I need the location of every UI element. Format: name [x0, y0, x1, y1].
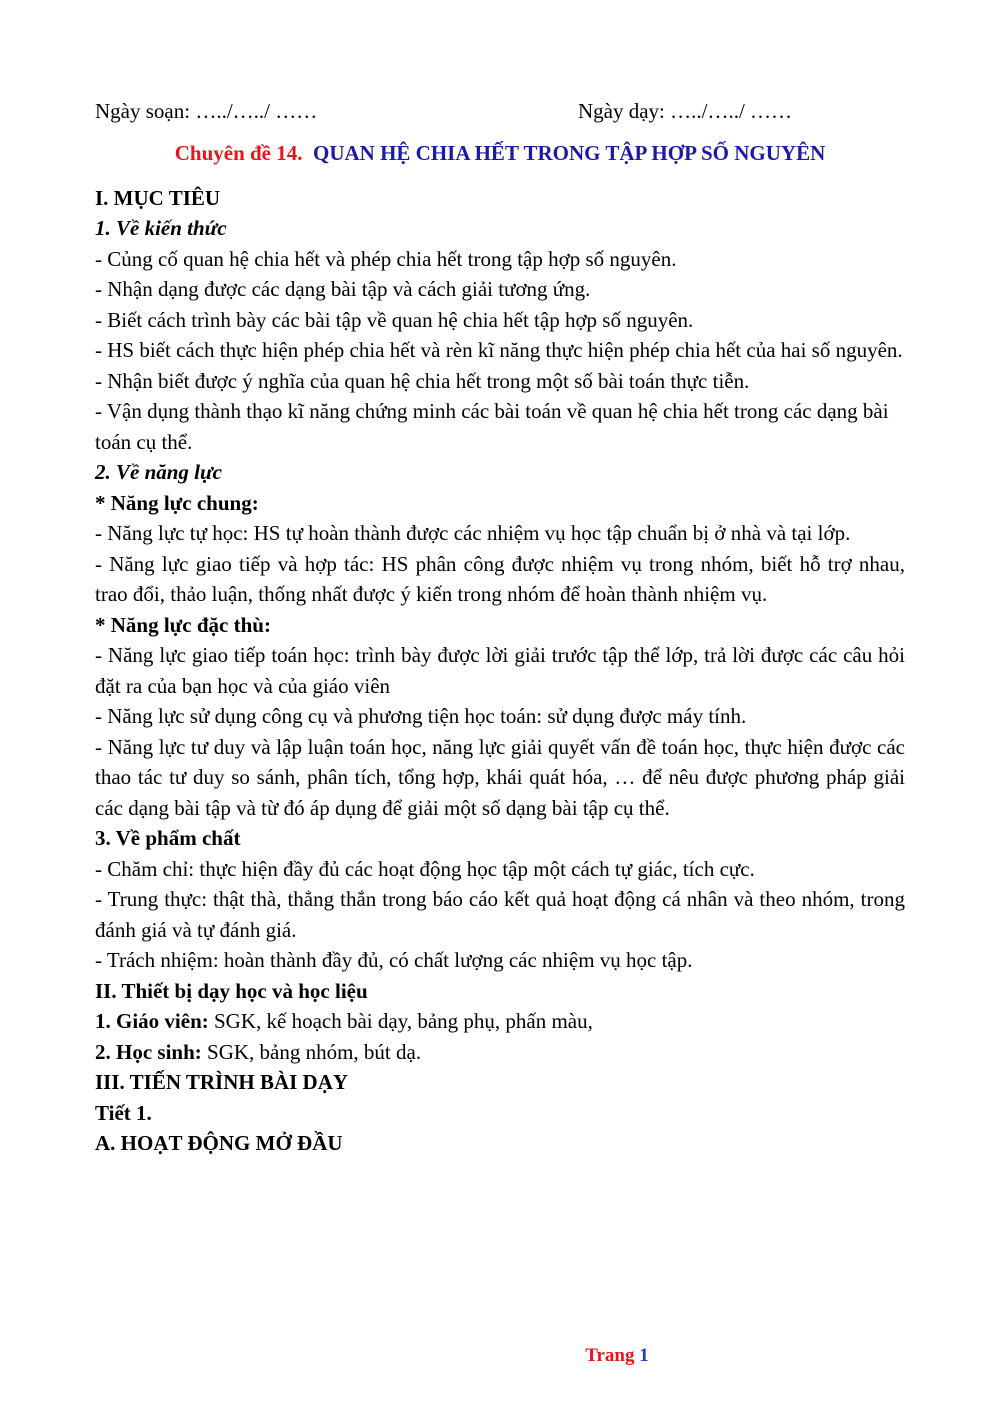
specific-competence-item: - Năng lực giao tiếp toán học: trình bày được lời giải trước tập thể lớp, trả lời được các câu hỏi đặt ra của bạn học và của giáo viên	[95, 643, 905, 698]
knowledge-item: - Vận dụng thành thạo kĩ năng chứng minh các bài toán về quan hệ chia hết trong các dạng bài toán cụ thể.	[95, 399, 889, 454]
quality-item: - Trung thực: thật thà, thẳng thắn trong báo cáo kết quả hoạt động cá nhân và theo nhóm, trong đánh giá và tự đánh giá.	[95, 887, 905, 942]
date-prepare: Ngày soạn: …../…../ ……	[95, 99, 318, 123]
section-heading-objectives: I. MỤC TIÊU	[95, 185, 221, 210]
date-teach: Ngày dạy: …../…../ ……	[578, 99, 793, 123]
teacher-label: 1. Giáo viên:	[95, 1009, 209, 1033]
student-text: SGK, bảng nhóm, bút dạ.	[201, 1039, 422, 1064]
page-number: 1	[639, 1345, 649, 1366]
quality-item: - Chăm chỉ: thực hiện đầy đủ các hoạt động học tập một cách tự giác, tích cực.	[95, 856, 755, 881]
quality-item: - Trách nhiệm: hoàn thành đầy đủ, có chất lượng các nhiệm vụ học tập.	[95, 948, 693, 972]
general-competence-heading: * Năng lực chung:	[95, 490, 259, 515]
page-label: Trang	[585, 1345, 635, 1366]
teacher-text: SGK, kế hoạch bài dạy, bảng phụ, phấn màu,	[208, 1009, 593, 1033]
general-competence-item: - Năng lực tự học: HS tự hoàn thành được các nhiệm vụ học tập chuẩn bị ở nhà và tại lớp.	[95, 521, 851, 545]
general-competence-item: - Năng lực giao tiếp và hợp tác: HS phân công được nhiệm vụ trong nhóm, biết hỗ trợ nhau, trao đổi, thảo luận, thống nhất được ý kiến trong nhóm để hoàn thành nhiệm vụ.	[95, 551, 905, 606]
title-prefix: Chuyên đề 14.	[174, 141, 303, 165]
document-title	[95, 138, 905, 169]
activity-heading: A. HOẠT ĐỘNG MỞ ĐẦU	[95, 1131, 343, 1155]
student-label: 2. Học sinh:	[95, 1039, 202, 1064]
knowledge-item: - Nhận biết được ý nghĩa của quan hệ chia hết trong một số bài toán thực tiễn.	[95, 368, 750, 393]
knowledge-item: - Củng cố quan hệ chia hết và phép chia hết trong tập hợp số nguyên.	[95, 246, 677, 271]
specific-competence-item: - Năng lực sử dụng công cụ và phương tiện học toán: sử dụng được máy tính.	[95, 704, 747, 728]
document-content	[95, 96, 905, 1159]
date-line	[95, 96, 905, 128]
knowledge-item: - HS biết cách thực hiện phép chia hết và rèn kĩ năng thực hiện phép chia hết của hai số nguyên.	[95, 338, 903, 362]
knowledge-item: - Biết cách trình bày các bài tập về quan hệ chia hết tập hợp số nguyên.	[95, 307, 694, 332]
page-footer	[0, 1345, 1000, 1367]
equipment-student	[95, 1037, 905, 1068]
subheading-competence: 2. Về năng lực	[95, 460, 222, 484]
subheading-quality: 3. Về phẩm chất	[95, 826, 241, 850]
lesson-label: Tiết 1.	[95, 1100, 152, 1125]
subheading-knowledge: 1. Về kiến thức	[95, 216, 227, 240]
title-main: QUAN HỆ CHIA HẾT TRONG TẬP HỢP SỐ NGUYÊN	[313, 141, 826, 165]
equipment-teacher	[95, 1006, 905, 1037]
section-heading-equipment: II. Thiết bị dạy học và học liệu	[95, 978, 368, 1003]
specific-competence-item: - Năng lực tư duy và lập luận toán học, năng lực giải quyết vấn đề toán học, thực hiện được các thao tác tư duy so sánh, phân tích, tổng hợp, khái quát hóa, … để nêu được phương pháp giải các dạng bài tập và từ đó áp dụng để giải một số dạng bài tập cụ thể.	[95, 734, 905, 820]
section-heading-process: III. TIẾN TRÌNH BÀI DẠY	[95, 1070, 349, 1094]
specific-competence-heading: * Năng lực đặc thù:	[95, 612, 271, 637]
knowledge-item: - Nhận dạng được các dạng bài tập và cách giải tương ứng.	[95, 277, 591, 301]
